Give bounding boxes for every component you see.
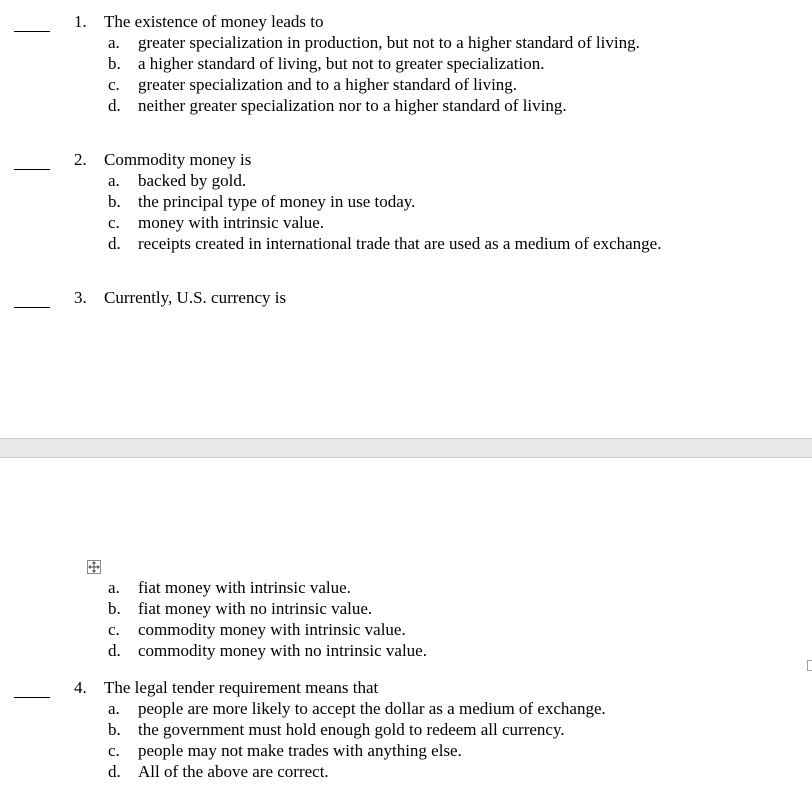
option-text: receipts created in international trade that are used as a medium of exchange. — [138, 234, 662, 253]
option-letter: d. — [108, 96, 121, 115]
option-text: commodity money with intrinsic value. — [138, 620, 406, 639]
question-number: 1. — [74, 12, 87, 31]
option-text: commodity money with no intrinsic value. — [138, 641, 427, 660]
option-letter: c. — [108, 213, 120, 232]
option-letter: a. — [108, 578, 120, 597]
option-text: people are more likely to accept the dollar as a medium of exchange. — [138, 699, 606, 718]
option-text: fiat money with no intrinsic value. — [138, 599, 373, 618]
question-number: 4. — [74, 678, 87, 697]
option-letter: b. — [108, 54, 121, 73]
answer-blank-q3[interactable] — [14, 307, 50, 308]
answer-blank-q1[interactable] — [14, 31, 50, 32]
question-number: 2. — [74, 150, 87, 169]
option-text: fiat money with intrinsic value. — [138, 578, 351, 597]
margin-marker — [807, 660, 812, 671]
question-stem: The existence of money leads to — [104, 12, 324, 31]
option-letter: b. — [108, 192, 121, 211]
option-letter: d. — [108, 762, 121, 781]
page-break — [0, 438, 812, 458]
option-letter: d. — [108, 234, 121, 253]
option-letter: a. — [108, 171, 120, 190]
option-text: All of the above are correct. — [138, 762, 329, 781]
option-text: greater specialization in production, but not to a higher standard of living. — [138, 33, 640, 52]
option-text: backed by gold. — [138, 171, 247, 190]
option-letter: d. — [108, 641, 121, 660]
option-text: people may not make trades with anything else. — [138, 741, 462, 760]
option-letter: c. — [108, 620, 120, 639]
question-number: 3. — [74, 288, 87, 307]
option-letter: b. — [108, 599, 121, 618]
option-text: a higher standard of living, but not to greater specialization. — [138, 54, 545, 73]
option-letter: c. — [108, 741, 120, 760]
option-text: the government must hold enough gold to redeem all currency. — [138, 720, 565, 739]
question-stem: Commodity money is — [104, 150, 252, 169]
question-stem: Currently, U.S. currency is — [104, 288, 287, 307]
option-text: the principal type of money in use today. — [138, 192, 416, 211]
option-letter: b. — [108, 720, 121, 739]
document-page-2 — [0, 458, 812, 790]
option-text: greater specialization and to a higher standard of living. — [138, 75, 518, 94]
option-text: money with intrinsic value. — [138, 213, 325, 232]
option-letter: a. — [108, 33, 120, 52]
question-stem: The legal tender requirement means that — [104, 678, 379, 697]
move-arrows-icon[interactable] — [87, 560, 101, 574]
option-letter: a. — [108, 699, 120, 718]
option-text: neither greater specialization nor to a higher standard of living. — [138, 96, 567, 115]
option-letter: c. — [108, 75, 120, 94]
answer-blank-q4[interactable] — [14, 697, 50, 698]
answer-blank-q2[interactable] — [14, 169, 50, 170]
